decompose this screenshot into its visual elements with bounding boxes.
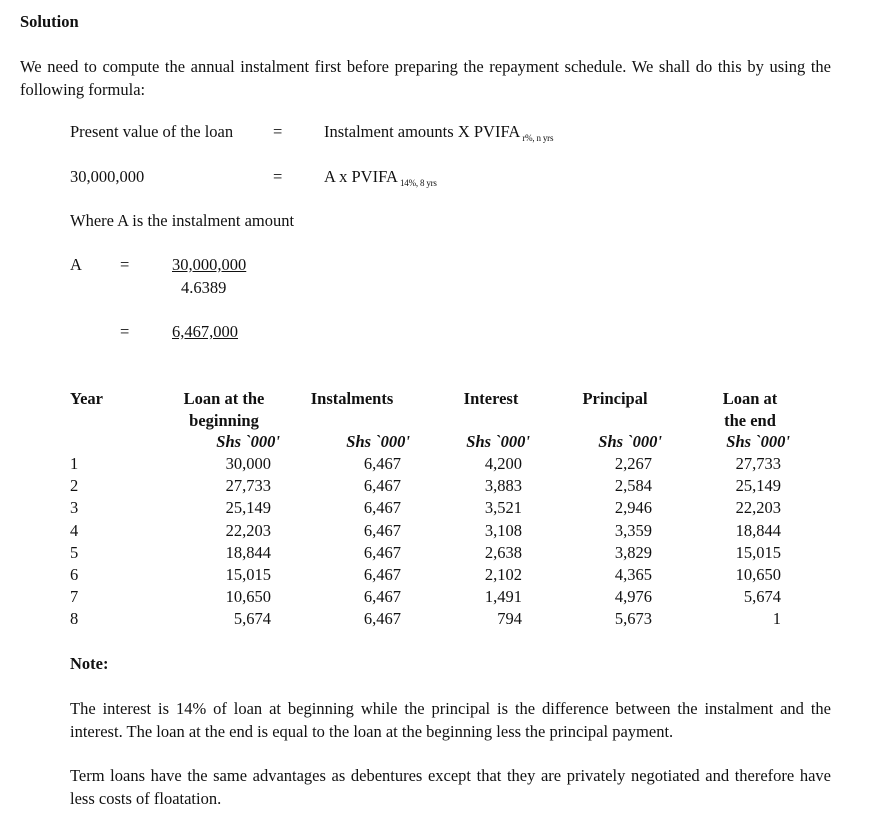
formula1-equals: = (273, 122, 283, 141)
solution-heading: Solution (20, 12, 79, 31)
table-cell-loan-end: 22,203 (735, 498, 781, 518)
note-paragraph: The interest is 14% of loan at beginning while the principal is the difference between the instalment and the interest. The loan at the end is equal to the loan at the beginning less the principal payment. (70, 699, 831, 741)
table-cell-principal: 3,359 (614, 520, 652, 540)
column-loan-end (700, 453, 781, 631)
table-cell-loan-begin: 10,650 (225, 587, 271, 607)
table-cell-loan-end: 18,844 (735, 520, 781, 540)
calc-variable: A (70, 255, 82, 274)
table-cell-interest: 3,108 (484, 520, 522, 540)
table-cell-interest: 3,521 (484, 498, 522, 518)
header-loan-begin (164, 388, 284, 432)
table-cell-principal: 4,365 (614, 565, 652, 585)
header-loan-begin-line1: Loan at the (183, 389, 265, 408)
table-cell-year: 3 (70, 498, 79, 518)
formula1-rhs-text: Instalment amounts X PVIFA (324, 122, 521, 141)
unit-principal: Shs `000' (598, 432, 662, 451)
table-cell-instalment: 6,467 (363, 609, 401, 629)
header-loan-end-line2: the end (724, 411, 776, 430)
table-cell-loan-end: 25,149 (735, 476, 781, 496)
table-cell-instalment: 6,467 (363, 476, 401, 496)
table-cell-instalment: 6,467 (363, 498, 401, 518)
table-cell-principal: 2,946 (614, 498, 652, 518)
table-cell-year: 5 (70, 542, 79, 562)
where-statement: Where A is the instalment amount (70, 211, 295, 230)
table-cell-interest: 1,491 (484, 587, 522, 607)
table-cell-year: 1 (70, 454, 79, 473)
header-principal: Principal (582, 389, 648, 408)
column-year (70, 453, 100, 631)
table-cell-loan-begin: 5,674 (233, 609, 271, 629)
calc-numerator: 30,000,000 (172, 255, 247, 274)
unit-instalments: Shs `000' (346, 432, 410, 451)
unit-loan-begin: Shs `000' (216, 432, 280, 451)
header-year: Year (70, 389, 103, 408)
calc-denominator: 4.6389 (181, 278, 227, 297)
column-interest (440, 453, 522, 631)
table-cell-year: 4 (70, 520, 79, 540)
table-cell-instalment: 6,467 (363, 520, 401, 540)
header-loan-end-line1: Loan at (722, 389, 778, 408)
table-cell-interest: 2,638 (484, 542, 522, 562)
table-cell-loan-begin: 27,733 (225, 476, 271, 496)
table-cell-year: 8 (70, 609, 79, 629)
formula1-lhs: Present value of the loan (70, 122, 234, 141)
table-cell-loan-begin: 30,000 (225, 454, 271, 473)
formula2-rhs-subscript: 14%, 8 yrs (399, 178, 437, 188)
table-cell-interest: 3,883 (484, 476, 522, 496)
formula2-rhs-text: A x PVIFA (324, 167, 398, 186)
table-cell-year: 6 (70, 565, 79, 585)
note-heading: Note: (70, 654, 109, 673)
table-cell-loan-end: 5,674 (743, 587, 781, 607)
table-cell-interest: 794 (497, 609, 522, 629)
table-cell-loan-end: 27,733 (735, 454, 781, 473)
calc-equals-1: = (120, 255, 130, 274)
table-cell-instalment: 6,467 (363, 565, 401, 585)
table-cell-loan-end: 1 (772, 609, 781, 629)
table-cell-interest: 4,200 (484, 454, 522, 473)
table-cell-loan-begin: 25,149 (225, 498, 271, 518)
table-cell-instalment: 6,467 (363, 587, 401, 607)
table-cell-principal: 4,976 (614, 587, 652, 607)
calc-result: 6,467,000 (172, 322, 238, 341)
header-loan-end (700, 388, 800, 432)
table-cell-year: 7 (70, 587, 79, 607)
unit-loan-end: Shs `000' (726, 432, 790, 451)
table-cell-instalment: 6,467 (363, 454, 401, 473)
table-cell-interest: 2,102 (484, 565, 522, 585)
table-cell-instalment: 6,467 (363, 542, 401, 562)
table-cell-principal: 3,829 (614, 542, 652, 562)
table-cell-loan-end: 10,650 (735, 565, 781, 585)
intro-paragraph: We need to compute the annual instalment first before preparing the repayment schedule. We shall do this by using the following formula: (20, 57, 831, 99)
header-instalments: Instalments (310, 389, 394, 408)
header-interest: Interest (463, 389, 519, 408)
table-cell-principal: 2,584 (614, 476, 652, 496)
table-cell-principal: 2,267 (614, 454, 652, 473)
formula1-rhs (324, 122, 553, 142)
table-cell-year: 2 (70, 476, 79, 496)
unit-interest: Shs `000' (466, 432, 530, 451)
table-cell-loan-end: 15,015 (735, 542, 781, 562)
calc-equals-2: = (120, 322, 130, 341)
formula2-lhs: 30,000,000 (70, 167, 145, 186)
table-cell-loan-begin: 15,015 (225, 565, 271, 585)
formula1-rhs-subscript: r%, n yrs (522, 133, 554, 143)
formula2-rhs (324, 167, 437, 187)
table-cell-principal: 5,673 (614, 609, 652, 629)
table-cell-loan-begin: 22,203 (225, 520, 271, 540)
table-cell-loan-begin: 18,844 (225, 542, 271, 562)
column-principal (570, 453, 652, 631)
column-loan-begin (190, 453, 271, 631)
header-loan-begin-line2: beginning (189, 411, 259, 430)
formula2-equals: = (273, 167, 283, 186)
column-instalments (320, 453, 401, 631)
closing-paragraph: Term loans have the same advantages as debentures except that they are privately negotiated and therefore have less costs of floatation. (70, 766, 831, 808)
